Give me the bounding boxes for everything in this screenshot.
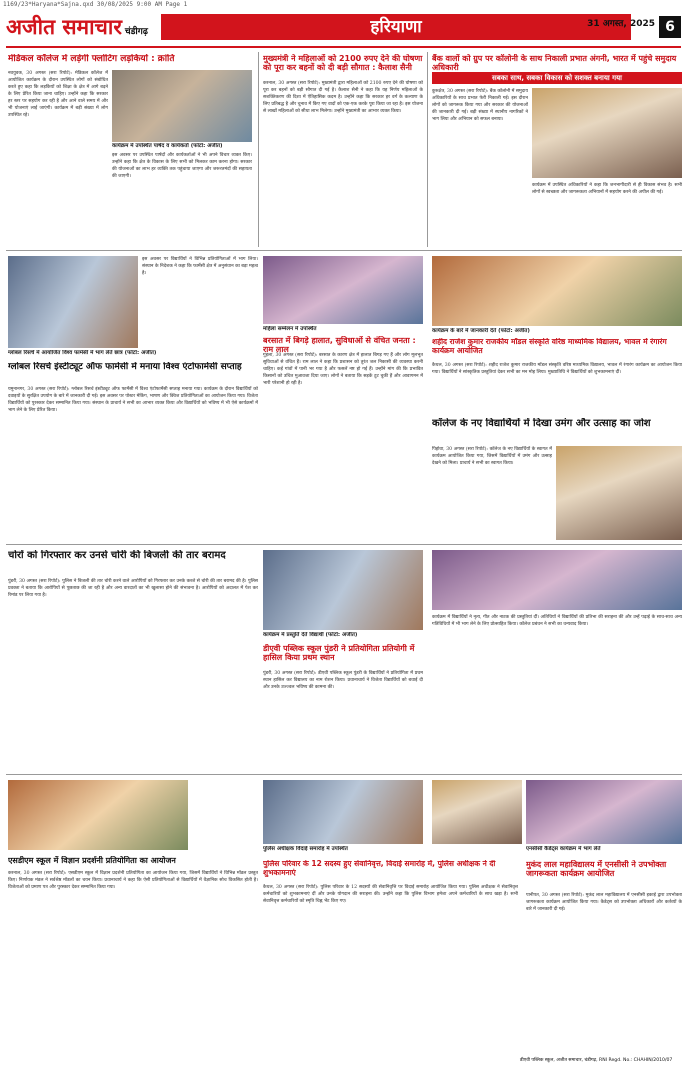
article-body: कार्यक्रम में उपस्थित अधिकारियों ने कहा कि जनभागीदारी से ही विकास संभव है। सभी लोगों से स्वच्छता और जागरूकता अभियानों में सहयोग करने की अपील की गई। bbox=[532, 183, 682, 195]
photo-caption: कार्यक्रम के बारे में जानकारी देते (फोटो: अजीत) bbox=[432, 328, 530, 334]
print-slug: 1169/23*Haryana*Sajna.qxd 30/08/2025 9:00 AM Page 1 bbox=[3, 1, 188, 8]
article-body: गुहला, 30 अगस्त (सरा रिपोर्ट): बरसात के कारण क्षेत्र में हालात बिगड़ गए हैं और लोग मूलभूत सुविधाओं से वंचित हैं। राम लाल ने कहा कि प्रशासन को तुरंत जल निकासी की व्यवस्था करनी चाहिए। कई गांवों में पानी भर गया है और फसलें नष्ट हो गई हैं। उन्होंने मांग की कि प्रभावित किसानों को उचित मुआवजा दिया जाए। लोगों ने बताया कि सड़कें टूट चुकी हैं और आवागमन में भारी परेशानी हो रही है। bbox=[263, 353, 423, 386]
article-body: इस अवसर पर उपस्थित पार्षदों और कार्यकर्ताओं ने भी अपने विचार व्यक्त किए। उन्होंने कहा कि क्षेत्र के विकास के लिए सभी को मिलकर काम करना होगा। सरकार की योजनाओं का लाभ हर व्यक्ति तक पहुंचाया जाएगा और जरूरतमंदों की सहायता की जाएगी। bbox=[112, 153, 252, 179]
article-body: कार्यक्रम में विद्यार्थियों ने नृत्य, गीत और नाटक की प्रस्तुतियां दीं। अतिथियों ने विद्यार्थियों की प्रतिभा की सराहना की और उन्हें पढ़ाई के साथ-साथ अन्य गतिविधियों में भी भाग लेने के लिए प्रोत्साहित किया। कॉलेज प्रबंधन ने सभी का धन्यवाद किया। bbox=[432, 615, 682, 627]
section-rule bbox=[6, 250, 682, 251]
brand-name: अजीत समाचार bbox=[6, 15, 122, 39]
article-body: इस अवसर पर विद्यार्थियों ने विभिन्न प्रतियोगिताओं में भाग लिया। संस्थान के निदेशक ने कहा कि फार्मेसी क्षेत्र में अनुसंधान का बड़ा महत्व है। bbox=[142, 257, 258, 276]
photo-caption: कार्यक्रम में प्रस्तुति देते विद्यार्थी (फोटो: अजीत) bbox=[263, 632, 358, 638]
article-body: पुंडरी, 30 अगस्त (सरा रिपोर्ट): डीएवी पब्लिक स्कूल पुंडरी के विद्यार्थियों ने प्रतियोगिता में प्रथम स्थान हासिल कर विद्यालय का नाम रोशन किया। प्रधानाचार्य ने विजेता विद्यार्थियों को बधाई दी और उनके उज्ज्वल भविष्य की कामना की। bbox=[263, 671, 423, 690]
article-photo bbox=[263, 550, 423, 630]
article-photo bbox=[432, 256, 682, 326]
article-body: पानीपत, 30 अगस्त (सरा रिपोर्ट): मुकंद लाल महाविद्यालय में एनसीसी इकाई द्वारा उपभोक्ता जागरूकता कार्यक्रम आयोजित किया गया। कैडेट्स को उपभोक्ता अधिकारों और कर्तव्यों के बारे में जानकारी दी गई। bbox=[526, 893, 682, 912]
photo-caption: ग्लोबल रिसर्च में आयोजित विश्व फार्मेसी में भाग लेते छात्र (फोटो: अजीत) bbox=[8, 350, 157, 356]
article-photo bbox=[526, 780, 682, 844]
column-rule bbox=[427, 52, 428, 247]
article-headline: एसडीएम स्कूल में विज्ञान प्रदर्शनी प्रतियोगिता का आयोजन bbox=[8, 856, 176, 865]
article-photo bbox=[432, 780, 522, 844]
city-name: चंडीगढ़ bbox=[124, 27, 148, 37]
article-body: कुरुक्षेत्र, 30 अगस्त (सरा रिपोर्ट): बैंक कॉलोनी में समुदाय अधिकारियों के साथ प्रभात फेरी निकाली गई। इस दौरान लोगों को जागरूक किया गया और सरकार की योजनाओं की जानकारी दी गई। बड़ी संख्या में स्थानीय नागरिकों ने भाग लिया और अभियान को सफल बनाया। bbox=[432, 89, 528, 122]
article-photo bbox=[556, 446, 682, 540]
section-rule bbox=[6, 774, 682, 775]
article-body: करनाल, 30 अगस्त (सरा रिपोर्ट): मुख्यमंत्री द्वारा महिलाओं को 2100 रुपए देने की घोषणा को पूरा कर बहनों को बड़ी सौगात दी गई है। कैलाश सैनी ने कहा कि यह निर्णय महिलाओं के सशक्तिकरण की दिशा में ऐतिहासिक कदम है। उन्होंने कहा कि सरकार हर वर्ग के कल्याण के लिए प्रतिबद्ध है और चुनाव में किए गए वादों को एक-एक करके पूरा किया जा रहा है। इस योजना से लाखों महिलाओं को सीधा लाभ मिलेगा। उन्होंने मुख्यमंत्री का आभार व्यक्त किया। bbox=[263, 81, 423, 114]
photo-caption: कार्यक्रम में उपस्थित पार्षद व कार्यकर्ता (फोटो: अजीत) bbox=[112, 143, 223, 149]
page-number: 6 bbox=[659, 16, 681, 38]
article-body: करनाल, 30 अगस्त (सरा रिपोर्ट): एसडीएम स्कूल में विज्ञान प्रदर्शनी प्रतियोगिता का आयोजन किया गया, जिसमें विद्यार्थियों ने विभिन्न मॉडल प्रस्तुत किए। निर्णायक मंडल ने सर्वश्रेष्ठ मॉडलों का चयन किया। प्रधानाचार्य ने कहा कि ऐसी प्रतियोगिताओं से विद्यार्थियों में वैज्ञानिक सोच विकसित होती है। विजेताओं को प्रमाण पत्र और पुरस्कार देकर सम्मानित किया गया। bbox=[8, 871, 258, 890]
article-photo bbox=[8, 780, 188, 850]
article-body: पिहोवा, 30 अगस्त (सरा रिपोर्ट): कॉलेज के नए विद्यार्थियों के स्वागत में कार्यक्रम आयोजित किया गया, जिसमें विद्यार्थियों में उमंग और उत्साह देखने को मिला। प्राचार्य ने सभी का स्वागत किया। bbox=[432, 447, 552, 466]
section-rule bbox=[6, 544, 682, 545]
photo-caption: एनसीसी कैडेट्स कार्यक्रम में भाग लेते bbox=[526, 846, 601, 852]
article-body: पुंडरी, 30 अगस्त (सरा रिपोर्ट): पुलिस ने बिजली की तार चोरी करने वाले आरोपियों को गिरफ्तार कर उनके कब्जे से चोरी की तार बरामद की है। पुलिस प्रवक्ता ने बताया कि आरोपियों से पूछताछ की जा रही है और अन्य वारदातों का भी खुलासा होने की संभावना है। आरोपियों को अदालत में पेश कर रिमांड पर लिया गया है। bbox=[8, 579, 258, 598]
column-rule bbox=[258, 52, 259, 247]
article-headline: पुलिस परिवार के 12 सदस्य हुए सेवानिवृत्त, विदाई समारोह में, पुलिस अधीक्षक ने दी शुभकामनाएं bbox=[263, 860, 496, 877]
masthead bbox=[6, 12, 681, 46]
article-headline: बैंक वालों को ग्रुप पर कॉलोनी के साथ निकाली प्रभात अंगनी, भारत में पहुंचे समुदाय अधिकारी bbox=[432, 54, 677, 73]
article-body: कैथल, 30 अगस्त (सरा रिपोर्ट): पुलिस परिवार के 12 सदस्यों की सेवानिवृत्ति पर विदाई समारोह आयोजित किया गया। पुलिस अधीक्षक ने सेवानिवृत्त कर्मचारियों को शुभकामनाएं दीं और उनके योगदान की सराहना की। उन्होंने कहा कि पुलिस विभाग हमेशा अपने कर्मचारियों के साथ खड़ा है। सभी सेवानिवृत्त कर्मचारियों को स्मृति चिह्न भेंट किए गए। bbox=[263, 885, 518, 904]
article-photo bbox=[8, 256, 138, 348]
article-headline: मुकंद लाल महाविद्यालय में एनसीसी ने उपभोक्ता जागरूकता कार्यक्रम आयोजित bbox=[526, 860, 667, 879]
article-headline: डीएवी पब्लिक स्कूल पुंडरी ने प्रतियोगिता प्रतियोगी में हासिल किया प्रथम स्थान bbox=[263, 644, 415, 663]
article-headline: कॉलेज के नए विद्यार्थियों में दिखा उमंग और उत्साह का जोश bbox=[432, 418, 651, 429]
article-headline: शहीद राजेश कुमार राजकीय मॉडल संस्कृति वरिष्ठ माध्यमिक विद्यालय, भावल में रंगारंग कार्यक्रम आयोजित bbox=[432, 338, 667, 355]
article-headline: मुख्यमंत्री ने महिलाओं को 2100 रुपए देने की घोषणा को पूरा कर बहनों को दी बड़ी सौगात : कैलाश सैनी bbox=[263, 54, 423, 73]
article-photo bbox=[263, 780, 423, 844]
article-headline: बरसात में बिगड़े हालात, सुविधाओं से वंचित जनता : राम लाल bbox=[263, 336, 416, 355]
header-divider bbox=[6, 46, 681, 48]
photo-caption: महिला सम्मेलन में उपस्थित bbox=[263, 326, 317, 332]
article-body: नवयुवक, 30 अगस्त (सरा रिपोर्ट): मेडिकल कॉलेज में आयोजित कार्यक्रम के दौरान उपस्थित लोगों को संबोधित करते हुए कहा कि लड़कियों को शिक्षा के क्षेत्र में आगे बढ़ने के लिए प्रेरित किया जाना चाहिए। उन्होंने कहा कि सरकार हर स्तर पर सहयोग कर रही है और आने वाले समय में और भी योजनाएं लाई जाएंगी। कार्यक्रम में बड़ी संख्या में लोग उपस्थित रहे। bbox=[8, 71, 108, 118]
article-photo bbox=[532, 88, 682, 178]
issue-date: 31 अगस्त, 2025 bbox=[587, 19, 655, 29]
article-headline: चोरों को गिरफ्तार कर उनसे चोरी की बिजली की तार बरामद bbox=[8, 550, 226, 561]
newspaper-logo bbox=[6, 12, 156, 46]
footer-imprint: डीएवी पब्लिक स्कूल, अजीत समाचार, चंडीगढ़, RNI Regd. No.: CHAHIN/2010/07 bbox=[520, 1058, 673, 1063]
article-photo bbox=[263, 256, 423, 324]
article-body: कैथल, 30 अगस्त (सरा रिपोर्ट): शहीद राजेश कुमार राजकीय मॉडल संस्कृति वरिष्ठ माध्यमिक विद्यालय, भावल में रंगारंग कार्यक्रम का आयोजन किया गया। विद्यार्थियों ने सांस्कृतिक प्रस्तुतियां देकर सभी का मन मोह लिया। मुख्यातिथि ने विद्यार्थियों को शुभकामनाएं दीं। bbox=[432, 363, 682, 375]
article-body: यमुनानगर, 30 अगस्त (सरा रिपोर्ट): ग्लोबल रिसर्च इंस्टीट्यूट ऑफ फार्मेसी में विश्व एंटोफार्मेसी सप्ताह मनाया गया। कार्यक्रम के दौरान विद्यार्थियों को दवाइयों के सुरक्षित उपयोग के बारे में जानकारी दी गई। इस अवसर पर पोस्टर मेकिंग, भाषण और क्विज प्रतियोगिताओं का आयोजन किया गया। विजेता विद्यार्थियों को पुरस्कार देकर सम्मानित किया गया। संस्थान के प्राचार्य ने सभी का आभार व्यक्त किया और विद्यार्थियों को भविष्य में भी ऐसे कार्यक्रमों में भाग लेने के लिए प्रेरित किया। bbox=[8, 387, 258, 413]
article-headline: मेडिकल कॉलेज में लड़ेगी फ्लोटिंग लड़कियों : क्रांति bbox=[8, 54, 175, 64]
photo-caption: पुलिस अधीक्षक विदाई समारोह में उपस्थित bbox=[263, 846, 348, 852]
article-photo bbox=[432, 550, 682, 610]
article-headline: ग्लोबल रिसर्च इंस्टीट्यूट ऑफ फार्मेसी में मनाया विश्व एंटोफार्मेसी सप्ताह bbox=[8, 362, 242, 372]
section-title: हरियाणा bbox=[161, 14, 631, 40]
subhead-banner: सबका साथ, सबका विकास को सशक्त बनाया गया bbox=[432, 72, 682, 84]
article-photo bbox=[112, 70, 252, 142]
